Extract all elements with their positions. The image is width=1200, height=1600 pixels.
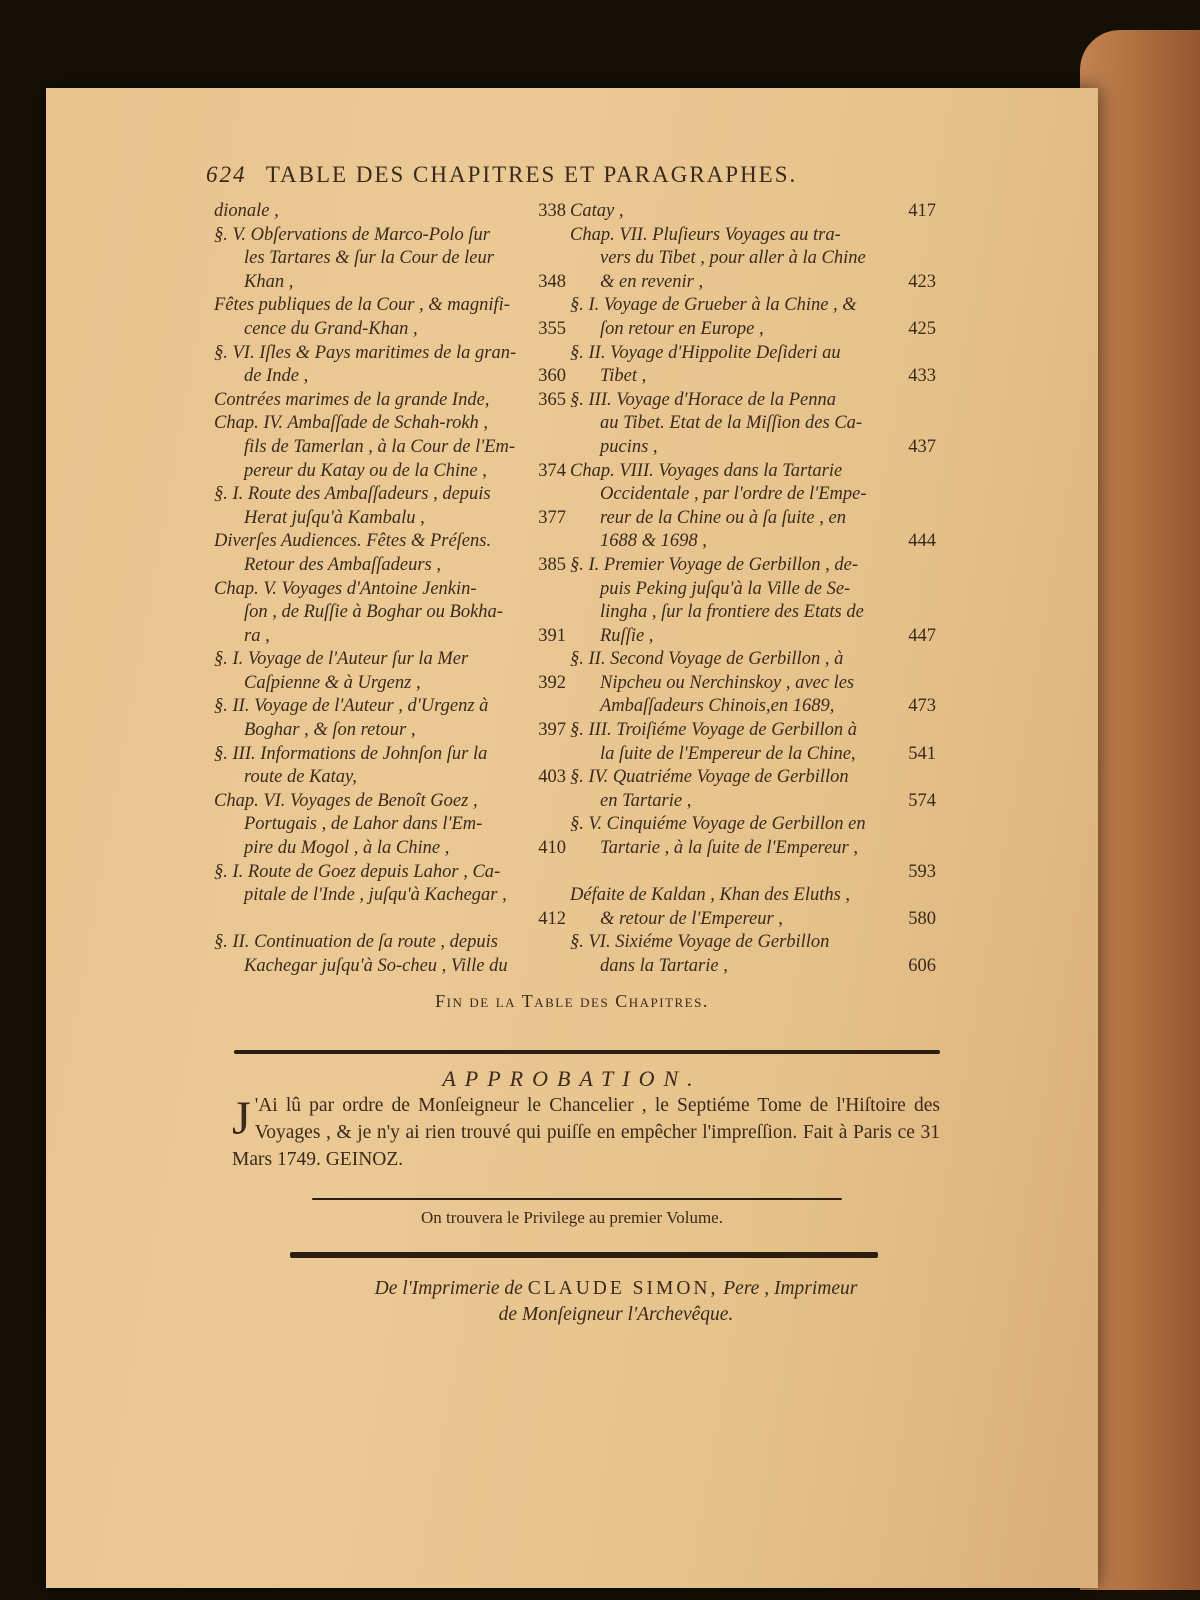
toc-entry-line: §. V. Cinquiéme Voyage de Gerbillon en — [570, 814, 866, 835]
toc-entry-text: Herat juſqu'à Kambalu , — [244, 507, 425, 528]
toc-entry-last-line — [214, 672, 566, 696]
toc-entry-line: §. VI. Iſles & Pays maritimes de la gran- — [214, 342, 517, 363]
toc-page-number: 374 — [538, 460, 566, 481]
toc-entry-text: dans la Tartarie , — [600, 956, 728, 976]
toc-entry-line: ſon , de Ruſſie à Boghar ou Bokha- — [244, 602, 503, 623]
toc-entry-text: pereur du Katay ou de la Chine , — [244, 460, 487, 481]
toc-entry-line: pitale de l'Inde , juſqu'à Kachegar , — [244, 885, 507, 906]
toc-entry — [214, 578, 566, 649]
toc-entry-last-line — [570, 200, 936, 224]
divider-rule-1 — [234, 1050, 940, 1054]
toc-entry-line: §. VI. Sixiéme Voyage de Gerbillon — [570, 932, 830, 953]
toc-entry-last-line — [570, 955, 936, 979]
toc-entry-last-line — [214, 554, 566, 578]
toc-entry — [214, 483, 566, 530]
approbation-text — [232, 1092, 940, 1173]
toc-entry-last-line — [214, 837, 566, 861]
toc-entry-last-line — [214, 365, 566, 389]
toc-entry-last-line — [214, 460, 566, 484]
toc-page-number: 423 — [908, 271, 936, 292]
toc-entry — [214, 530, 566, 577]
toc-entry-line: Chap. V. Voyages d'Antoine Jenkin- — [214, 578, 477, 599]
toc-entry-text: cence du Grand-Khan , — [244, 318, 418, 339]
toc-entry-last-line — [214, 271, 566, 295]
toc-page-number: 593 — [908, 861, 936, 882]
toc-entry-line: §. IV. Quatriéme Voyage de Gerbillon — [570, 767, 849, 788]
toc-entry — [214, 224, 566, 295]
toc-page-number: 391 — [538, 625, 566, 646]
imprint-line-2: de Monſeigneur l'Archevêque. — [498, 1304, 734, 1325]
toc-entry-text: 1688 & 1698 , — [600, 531, 707, 552]
toc-left-column — [214, 200, 566, 979]
toc-entry-line: §. V. Obſervations de Marco-Polo ſur — [214, 224, 490, 245]
toc-entry-last-line — [570, 861, 936, 885]
fin-table: Fin de la Table des Chapitres. — [435, 991, 709, 1011]
toc-entry-line: Fêtes publiques de la Cour , & magnifi- — [214, 295, 510, 316]
toc-page-number: 403 — [538, 767, 566, 788]
toc-entry-line: §. II. Voyage de l'Auteur , d'Urgenz à — [214, 696, 489, 717]
toc-entry-line: reur de la Chine ou à ſa ſuite , en — [600, 507, 846, 528]
toc-entry-line: Occidentale , par l'ordre de l'Empe- — [600, 484, 867, 505]
toc-entry-last-line — [214, 389, 566, 413]
toc-entry — [570, 813, 936, 884]
toc-entry-last-line — [214, 507, 566, 531]
toc-entry-text: dionale , — [214, 201, 279, 221]
toc-entry-text: la ſuite de l'Empereur de la Chine, — [600, 743, 856, 764]
toc-entry-text: Khan , — [244, 271, 294, 292]
toc-entry-line: Diverſes Audiences. Fêtes & Préſens. — [214, 531, 492, 552]
toc-page-number: 397 — [538, 720, 566, 741]
toc-entry — [214, 695, 566, 742]
toc-page-number: 433 — [908, 366, 936, 387]
header-title: TABLE DES CHAPITRES ET PARAGRAPHES. — [265, 162, 798, 187]
toc-entry-text: pire du Mogol , à la Chine , — [244, 838, 450, 859]
toc-page-number: 437 — [908, 436, 936, 457]
book-page — [46, 88, 1098, 1588]
toc-entry-line: Défaite de Kaldan , Khan des Eluths , — [570, 885, 851, 906]
toc-entry-text: Ambaſſadeurs Chinois,en 1689, — [600, 696, 835, 717]
toc-entry-last-line — [570, 271, 936, 295]
toc-entry-line: §. I. Premier Voyage de Gerbillon , de- — [570, 554, 859, 575]
approbation-body: 'Ai lû par ordre de Monſeigneur le Chancelier , le Septiéme Tome de l'Hiſtoire des Voyages , & je n'y ai rien trouvé qui puiſſe en empêcher l'impreſſion. Fait à Paris ce 31 Mars 1749. GEINOZ. — [232, 1095, 940, 1170]
toc-entry-last-line — [214, 318, 566, 342]
toc-entry-text: de Inde , — [244, 366, 309, 387]
toc-entry-last-line — [570, 695, 936, 719]
page-number: 624 — [206, 162, 247, 187]
toc-entry-text: Ruſſie , — [600, 625, 654, 646]
toc-entry-line: Chap. VI. Voyages de Benoît Goez , — [214, 790, 478, 811]
imprint-line-1 — [296, 1276, 936, 1302]
toc-entry-line: fils de Tamerlan , à la Cour de l'Em- — [244, 436, 516, 457]
toc-entry — [570, 200, 936, 224]
toc-entry — [214, 389, 566, 413]
toc-entry-last-line — [570, 908, 936, 932]
toc-page-number: 412 — [538, 908, 566, 929]
toc-entry — [214, 743, 566, 790]
toc-entry-last-line — [214, 766, 566, 790]
toc-entry — [570, 342, 936, 389]
toc-entry-line: puis Peking juſqu'à la Ville de Se- — [600, 578, 851, 599]
toc-entry-text: Contrées marimes de la grande Inde, — [214, 389, 490, 410]
toc-entry-text: ra , — [244, 625, 270, 646]
toc-page-number: 360 — [538, 366, 566, 387]
toc-entry-last-line — [570, 625, 936, 649]
toc-entry — [570, 931, 936, 978]
toc-page-number: 417 — [908, 201, 936, 221]
toc-entry-text: Retour des Ambaſſadeurs , — [244, 554, 441, 575]
toc-entry-text: en Tartarie , — [600, 790, 692, 811]
toc-entry-last-line — [570, 365, 936, 389]
toc-page-number: 338 — [538, 201, 566, 221]
toc-entry-line: §. I. Voyage de Grueber à la Chine , & — [570, 295, 857, 316]
toc-entry-line: Tartarie , à la ſuite de l'Empereur , — [600, 838, 858, 859]
toc-entry — [570, 648, 936, 719]
toc-entry-line: Portugais , de Lahor dans l'Em- — [244, 814, 483, 835]
toc-page-number: 606 — [908, 956, 936, 976]
toc-entry-last-line — [214, 625, 566, 649]
toc-entry — [214, 412, 566, 483]
drop-cap: J — [232, 1092, 251, 1145]
toc-entry — [214, 861, 566, 932]
toc-page-number: 377 — [538, 507, 566, 528]
toc-entry-text: pucins , — [600, 436, 658, 457]
toc-entry — [570, 294, 936, 341]
facing-page-edge — [1080, 30, 1200, 1590]
toc-entry-line: les Tartares & ſur la Cour de leur — [244, 248, 494, 269]
toc-entry-line: §. II. Continuation de ſa route , depuis — [214, 932, 498, 953]
toc-entry — [214, 294, 566, 341]
toc-page-number: 392 — [538, 672, 566, 693]
toc-entry-text: Boghar , & ſon retour , — [244, 720, 416, 741]
toc-entry — [570, 554, 936, 648]
toc-page-number: 447 — [908, 625, 936, 646]
toc-entry-last-line — [570, 743, 936, 767]
toc-entry — [570, 460, 936, 554]
toc-page-number: 541 — [908, 743, 936, 764]
imprint-prefix: De l'Imprimerie de — [374, 1278, 523, 1299]
toc-entry-line: au Tibet. Etat de la Miſſion des Ca- — [600, 413, 863, 434]
toc-entry-text: ſon retour en Europe , — [600, 318, 764, 339]
toc-entry-line: Chap. VII. Pluſieurs Voyages au tra- — [570, 224, 841, 245]
toc-entry-line: vers du Tibet , pour aller à la Chine — [600, 248, 866, 269]
toc-page-number: 385 — [538, 554, 566, 575]
toc-page-number: 473 — [908, 696, 936, 717]
toc-entry-line: Chap. IV. Ambaſſade de Schah-rokh , — [214, 413, 489, 434]
toc-entry-line: §. III. Voyage d'Horace de la Penna — [570, 389, 836, 410]
toc-page-number: 410 — [538, 838, 566, 859]
toc-entry-text: & retour de l'Empereur , — [600, 908, 783, 929]
toc-entry — [214, 200, 566, 224]
toc-page-number: 425 — [908, 318, 936, 339]
toc-entry — [570, 766, 936, 813]
toc-entry-line: §. II. Second Voyage de Gerbillon , à — [570, 649, 844, 670]
divider-rule-3 — [290, 1252, 878, 1258]
toc-entry-text: Caſpienne & à Urgenz , — [244, 672, 421, 693]
toc-entry-text: route de Katay, — [244, 767, 357, 788]
toc-page-number: 574 — [908, 790, 936, 811]
divider-rule-2 — [312, 1198, 842, 1200]
toc-entry-line: §. I. Route des Ambaſſadeurs , depuis — [214, 484, 491, 505]
imprint-suffix: Pere , Imprimeur — [723, 1278, 858, 1299]
toc-entry-line: §. I. Voyage de l'Auteur ſur la Mer — [214, 649, 469, 670]
toc-page-number: 348 — [538, 271, 566, 292]
toc-entry-line: §. I. Route de Goez depuis Lahor , Ca- — [214, 861, 501, 882]
toc-entry-text: Tibet , — [600, 366, 647, 387]
toc-entry — [570, 224, 936, 295]
toc-entry-line: Chap. VIII. Voyages dans la Tartarie — [570, 460, 843, 481]
toc-entry-line: Nipcheu ou Nerchinskoy , avec les — [600, 672, 855, 693]
toc-page-number: 444 — [908, 531, 936, 552]
toc-entry-last-line — [214, 719, 566, 743]
toc-entry — [214, 790, 566, 861]
toc-entry-last-line — [214, 200, 566, 224]
toc-entry — [570, 389, 936, 460]
toc-page-number: 355 — [538, 318, 566, 339]
printer-imprint — [296, 1276, 936, 1328]
toc-page-number: 365 — [538, 389, 566, 410]
toc-right-column — [570, 200, 936, 979]
printer-name: CLAUDE SIMON, — [527, 1278, 719, 1299]
toc-entry-text: Catay , — [570, 201, 624, 221]
toc-entry-last-line — [214, 908, 566, 932]
toc-entry-last-line — [570, 436, 936, 460]
toc-entry — [570, 884, 936, 931]
toc-entry-line: lingha , ſur la frontiere des Etats de — [600, 602, 864, 623]
toc-page-number: 580 — [908, 908, 936, 929]
toc-entry — [214, 342, 566, 389]
privilege-note: On trouvera le Privilege au premier Volume. — [421, 1208, 723, 1227]
running-header — [206, 162, 916, 188]
toc-entry-line: §. III. Informations de Johnſon ſur la — [214, 743, 488, 764]
toc-entry-last-line — [570, 790, 936, 814]
toc-entry — [570, 719, 936, 766]
toc-entry-line: Kachegar juſqu'à So-cheu , Ville du — [244, 956, 508, 976]
toc-entry-line: §. II. Voyage d'Hippolite Deſideri au — [570, 342, 841, 363]
toc-entry — [214, 931, 566, 978]
toc-entry — [214, 648, 566, 695]
toc-entry-last-line — [570, 318, 936, 342]
toc-entry-line: §. III. Troiſiéme Voyage de Gerbillon à — [570, 720, 858, 741]
approbation-title: APPROBATION. — [442, 1066, 702, 1091]
toc-entry-text: & en revenir , — [600, 271, 704, 292]
toc-entry-last-line — [570, 530, 936, 554]
